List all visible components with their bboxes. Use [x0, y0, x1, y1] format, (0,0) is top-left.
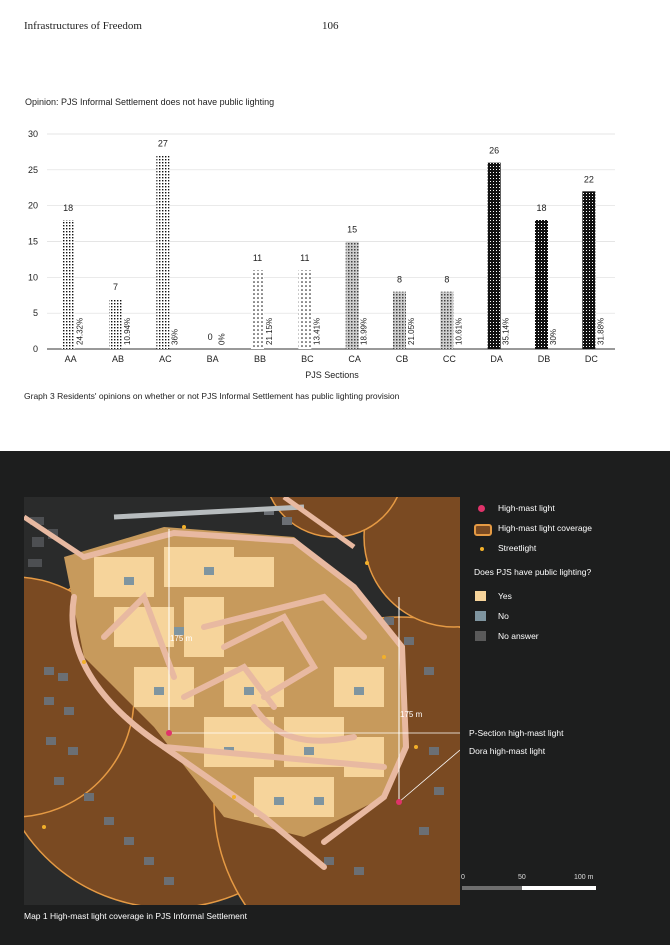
- x-tick-label: BB: [253, 354, 267, 364]
- percent-label: 35.14%: [501, 317, 511, 345]
- bar-ac: [156, 156, 169, 350]
- coverage-swatch-icon: [474, 524, 492, 536]
- no-answer-swatch: [475, 631, 486, 641]
- bar-db: [535, 220, 548, 349]
- bar-aa: [62, 220, 75, 349]
- x-tick-label: AC: [159, 354, 172, 364]
- chart-title: Opinion: PJS Informal Settlement does not have public lighting: [25, 97, 275, 107]
- y-tick-label: 5: [32, 308, 38, 319]
- legend-high-mast-coverage: High-mast light coverage: [498, 523, 593, 533]
- value-label: 8: [396, 274, 403, 285]
- p-section-high-mast-light: [166, 730, 172, 736]
- map-graphic: [24, 497, 460, 905]
- legend-question: Does PJS have public lighting?: [474, 567, 592, 577]
- x-tick-label: DC: [584, 354, 598, 364]
- value-label: 7: [112, 281, 119, 292]
- no-swatch: [475, 611, 486, 621]
- value-label: 26: [489, 145, 500, 156]
- value-label: 11: [300, 253, 310, 264]
- legend-yes: Yes: [498, 591, 512, 601]
- high-mast-light-icon: [478, 505, 485, 512]
- bar-bc: [298, 270, 311, 349]
- y-tick-label: 10: [27, 272, 38, 283]
- annotation-p-section: P-Section high-mast light: [469, 728, 564, 738]
- map-caption: Map 1 High-mast light coverage in PJS Informal Settlement: [24, 911, 247, 921]
- legend-high-mast-light: High-mast light: [498, 503, 555, 513]
- x-tick-label: CA: [348, 354, 361, 364]
- percent-label: 10.61%: [454, 317, 464, 345]
- bar-ca: [346, 242, 359, 350]
- legend-no-answer: No answer: [498, 631, 539, 641]
- x-tick-label: DA: [490, 354, 503, 364]
- x-tick-label: CC: [442, 354, 456, 364]
- value-label: 15: [347, 224, 358, 235]
- scale-label-100: 100 m: [574, 874, 594, 881]
- scale-label-50: 50: [518, 874, 526, 881]
- yes-swatch: [475, 591, 486, 601]
- graph-caption: Graph 3 Residents' opinions on whether or not PJS Informal Settlement has public lighting provision: [24, 391, 400, 401]
- percent-label: 10.94%: [123, 317, 132, 345]
- percent-label: 30%: [549, 328, 558, 345]
- scale-label-0: 0: [461, 874, 465, 881]
- y-tick-label: 0: [32, 344, 38, 354]
- y-tick-label: 25: [27, 164, 38, 175]
- scale-bar-dark: [462, 886, 522, 890]
- percent-label: 21.15%: [265, 317, 274, 345]
- y-tick-label: 30: [27, 129, 38, 139]
- x-tick-label: CB: [395, 354, 409, 364]
- value-label: 11: [252, 253, 263, 264]
- distance-label-2: 175 m: [400, 710, 423, 719]
- bar-dc: [582, 191, 595, 349]
- streetlight-icon: [480, 547, 484, 551]
- percent-label: 13.41%: [312, 317, 322, 345]
- annotation-dora: Dora high-mast light: [469, 746, 546, 756]
- x-tick-label: AB: [111, 354, 125, 364]
- bar-cc: [440, 292, 453, 349]
- page-number: 106: [322, 20, 339, 32]
- dora-high-mast-light: [396, 799, 402, 805]
- value-label: 0: [207, 332, 213, 342]
- bar-chart: [0, 120, 670, 380]
- distance-label-1: 175 m: [170, 634, 193, 643]
- value-label: 27: [157, 138, 168, 149]
- percent-label: 21.05%: [407, 317, 416, 345]
- x-tick-label: DB: [537, 354, 551, 364]
- percent-label: 18.99%: [359, 317, 369, 345]
- running-header-title: Infrastructures of Freedom: [24, 20, 142, 32]
- x-axis-label: PJS Sections: [305, 370, 359, 380]
- bar-cb: [393, 292, 406, 349]
- legend-no: No: [498, 611, 509, 621]
- x-tick-label: BC: [301, 354, 314, 364]
- y-tick-label: 20: [27, 200, 38, 211]
- bar-ab: [109, 299, 122, 349]
- bar-bb: [251, 270, 264, 349]
- value-label: 18: [63, 203, 74, 213]
- percent-label: 24.32%: [75, 317, 85, 345]
- map-section: [0, 451, 670, 945]
- value-label: 18: [536, 203, 547, 213]
- legend-streetlight: Streetlight: [498, 543, 537, 553]
- percent-label: 31.88%: [596, 317, 606, 345]
- value-label: 8: [444, 274, 450, 285]
- x-tick-label: AA: [64, 354, 77, 364]
- percent-label: 0%: [217, 333, 227, 345]
- scale-bar-light: [522, 886, 596, 890]
- x-tick-label: BA: [206, 354, 219, 364]
- bar-da: [488, 163, 501, 349]
- settlement-map: [24, 497, 460, 905]
- percent-label: 36%: [170, 328, 180, 345]
- value-label: 22: [583, 174, 594, 185]
- y-tick-label: 15: [27, 236, 38, 247]
